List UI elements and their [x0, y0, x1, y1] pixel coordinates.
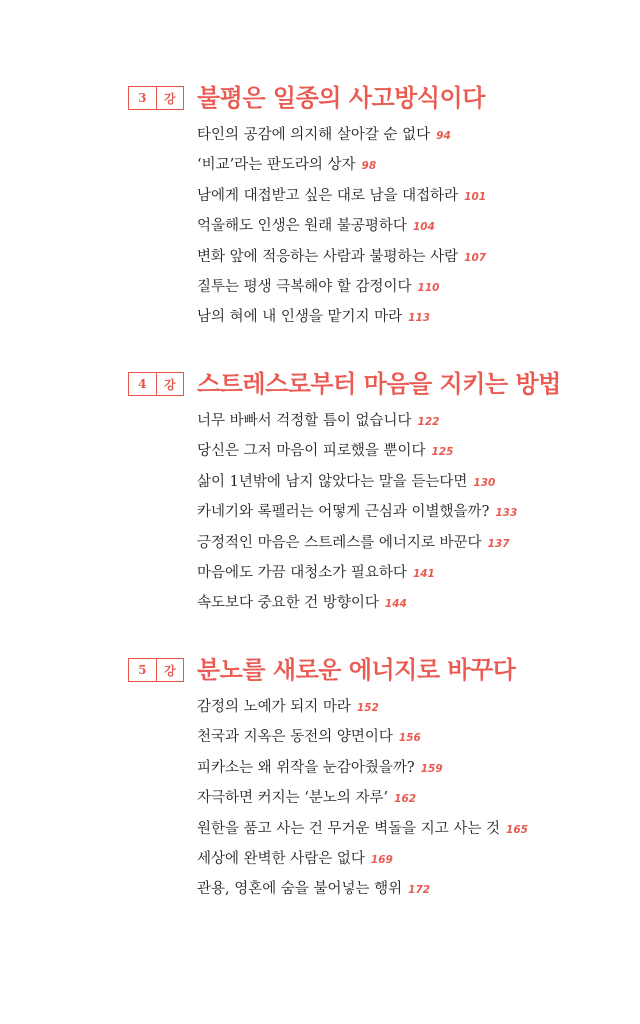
toc-entry-page: 125: [431, 446, 454, 459]
toc-entry[interactable]: [197, 150, 486, 180]
toc-entry-page: 130: [473, 476, 496, 489]
toc-entry-title: 마음에도 가끔 대청소가 필요하다: [197, 564, 407, 581]
toc-entry-page: 104: [412, 221, 435, 234]
chapter-unit: 강: [156, 87, 184, 109]
toc-entry-page: 137: [487, 537, 510, 550]
toc-entry[interactable]: [197, 436, 517, 466]
toc-entry-page: 122: [417, 416, 440, 428]
toc-entry-page: 169: [370, 853, 393, 866]
toc-entry[interactable]: [197, 211, 486, 241]
toc-entry[interactable]: [197, 120, 486, 150]
toc-entry[interactable]: [197, 467, 517, 497]
chapter-header: [0, 80, 640, 116]
chapter-number: 5: [138, 663, 147, 677]
toc-entry[interactable]: [197, 242, 486, 272]
toc-entry-page: 98: [361, 160, 377, 173]
toc-entry-title: 피카소는 왜 위작을 눈감아줬을까?: [197, 759, 415, 776]
chapter-5-section: [0, 652, 640, 898]
toc-entry-page: 159: [420, 762, 443, 775]
chapter-4-section: [0, 366, 640, 612]
toc-entry[interactable]: [197, 722, 528, 752]
toc-list: [197, 120, 486, 333]
chapter-title: 불평은 일종의 사고방식이다: [197, 83, 485, 112]
toc-entry[interactable]: [197, 272, 486, 302]
toc-entry-page: 107: [464, 251, 487, 264]
toc-entry[interactable]: [197, 753, 528, 783]
toc-entry-page: 133: [495, 507, 518, 520]
toc-entry-title: 당신은 그저 마음이 피로했을 뿐이다: [197, 443, 426, 460]
toc-list: [197, 692, 528, 905]
toc-entry-title: 긍정적인 마음은 스트레스를 에너지로 바꾼다: [197, 534, 482, 551]
toc-entry-title: 속도보다 중요한 건 방향이다: [197, 595, 379, 612]
toc-entry[interactable]: [197, 302, 486, 332]
chapter-unit: 강: [156, 373, 184, 395]
toc-entry[interactable]: [197, 528, 517, 558]
toc-entry-page: 94: [436, 130, 451, 142]
toc-entry-title: 억울해도 인생은 원래 불공평하다: [197, 218, 407, 235]
toc-entry-page: 152: [356, 702, 379, 714]
toc-entry-title: 관용, 영혼에 숨을 불어넣는 행위: [197, 881, 403, 898]
chapter-number: 4: [138, 377, 147, 391]
chapter-header: [0, 366, 640, 402]
toc-entry-title: 변화 앞에 적응하는 사람과 불평하는 사람: [197, 248, 459, 265]
toc-entry-title: 카네기와 록펠러는 어떻게 근심과 이별했을까?: [197, 504, 490, 521]
chapter-3-section: [0, 80, 640, 326]
toc-entry[interactable]: [197, 406, 517, 436]
toc-entry-title: 세상에 완벽한 사람은 없다: [197, 850, 365, 867]
chapter-title: 분노를 새로운 에너지로 바꾸다: [197, 655, 516, 684]
toc-entry-title: 질투는 평생 극복해야 할 감정이다: [197, 278, 412, 295]
toc-entry-page: 113: [408, 312, 431, 325]
toc-entry-page: 144: [384, 598, 407, 611]
toc-entry[interactable]: [197, 558, 517, 588]
toc-entry-page: 162: [394, 793, 417, 806]
chapter-title: 스트레스로부터 마음을 지키는 방법: [197, 369, 561, 398]
chapter-number-badge: [128, 86, 184, 110]
toc-entry-title: 천국과 지옥은 동전의 양면이다: [197, 729, 393, 746]
chapter-number: 3: [138, 91, 147, 105]
toc-entry[interactable]: [197, 588, 517, 618]
toc-entry[interactable]: [197, 814, 528, 844]
toc-entry-page: 141: [412, 567, 435, 580]
toc-entry-title: ‘비교’라는 판도라의 상자: [197, 157, 356, 174]
toc-entry[interactable]: [197, 874, 528, 904]
toc-entry[interactable]: [197, 692, 528, 722]
toc-entry-page: 172: [408, 884, 431, 897]
chapter-unit: 강: [156, 659, 184, 681]
toc-entry[interactable]: [197, 844, 528, 874]
toc-entry-title: 원한을 품고 사는 건 무거운 벽돌을 지고 사는 것: [197, 820, 501, 837]
chapter-header: [0, 652, 640, 688]
toc-entry-title: 감정의 노예가 되지 마라: [197, 699, 351, 715]
toc-entry[interactable]: [197, 181, 486, 211]
toc-entry-title: 타인의 공감에 의지해 살아갈 순 없다: [197, 127, 431, 143]
toc-entry[interactable]: [197, 783, 528, 813]
toc-entry-page: 110: [417, 281, 440, 294]
toc-entry-page: 156: [398, 732, 421, 745]
toc-list: [197, 406, 517, 619]
toc-entry-title: 남의 혀에 내 인생을 맡기지 마라: [197, 309, 403, 326]
toc-entry-page: 165: [506, 823, 528, 836]
toc-entry-title: 삶이 1년밖에 남지 않았다는 말을 듣는다면: [197, 473, 468, 490]
toc-entry-title: 자극하면 커지는 ‘분노의 자루’: [197, 790, 389, 807]
chapter-number-badge: [128, 372, 184, 396]
toc-entry-page: 101: [464, 190, 487, 203]
toc-entry-title: 너무 바빠서 걱정할 틈이 없습니다: [197, 413, 412, 429]
toc-entry-title: 남에게 대접받고 싶은 대로 남을 대접하라: [197, 187, 459, 204]
toc-entry[interactable]: [197, 497, 517, 527]
chapter-number-badge: [128, 658, 184, 682]
